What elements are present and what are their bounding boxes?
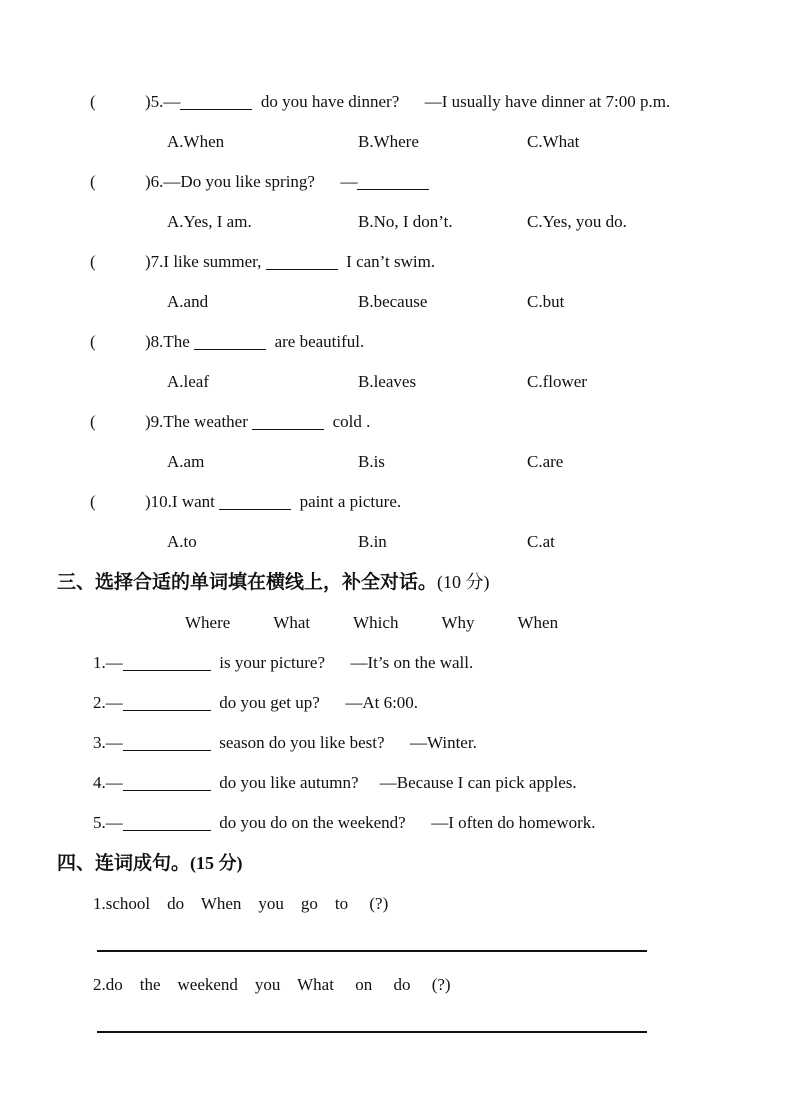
question-text-pre: )7.I like summer, xyxy=(145,252,266,271)
fill-blank-item-2 xyxy=(0,683,790,723)
question-text-pre: )10.I want xyxy=(145,492,220,511)
option-b: B.No, I don’t. xyxy=(358,212,453,231)
mcq-options-10 xyxy=(0,522,790,562)
mcq-options-6 xyxy=(0,202,790,242)
section4-title: 四、连词成句。 xyxy=(57,853,191,874)
fill-blank-item-4 xyxy=(0,763,790,803)
item-prefix: 4.— xyxy=(93,773,123,792)
sentence-item-1: 1.school do When you go to (?) xyxy=(93,894,389,913)
answer-blank xyxy=(266,256,338,270)
answer-paren: ( xyxy=(90,412,96,431)
option-c: C.at xyxy=(527,532,555,551)
word-bank-word: What xyxy=(273,613,311,632)
item-prefix: 2.— xyxy=(93,693,123,712)
item-prefix: 3.— xyxy=(93,733,123,752)
answer-blank xyxy=(123,777,211,791)
option-c: C.but xyxy=(527,292,565,311)
section4-heading xyxy=(0,843,790,884)
answer-blank xyxy=(252,416,324,430)
answer-paren: ( xyxy=(90,492,96,511)
mcq-question-7 xyxy=(0,242,790,282)
multiple-choice-section xyxy=(0,82,790,562)
answer-paren: ( xyxy=(90,172,96,191)
mcq-question-8 xyxy=(0,322,790,362)
answer-blank xyxy=(180,96,252,110)
option-c: C.are xyxy=(527,452,564,471)
answer-blank xyxy=(123,737,211,751)
item-text: do you do on the weekend? —I often do homework. xyxy=(210,813,596,832)
fill-blank-item-5 xyxy=(0,803,790,843)
answer-paren: ( xyxy=(90,332,96,351)
item-text: do you get up? —At 6:00. xyxy=(210,693,419,712)
mcq-options-7 xyxy=(0,282,790,322)
option-a: A.Yes, I am. xyxy=(167,212,252,231)
option-a: A.am xyxy=(167,452,205,471)
word-bank-word: When xyxy=(517,613,559,632)
option-b: B.is xyxy=(358,452,385,471)
word-bank xyxy=(0,603,790,643)
answer-blank xyxy=(357,176,429,190)
answer-blank xyxy=(194,336,266,350)
option-b: B.because xyxy=(358,292,428,311)
answer-blank xyxy=(123,657,211,671)
mcq-options-9 xyxy=(0,442,790,482)
section3-heading xyxy=(0,562,790,603)
word-bank-word: Which xyxy=(353,613,399,632)
fill-blank-item-3 xyxy=(0,723,790,763)
mcq-question-5 xyxy=(0,82,790,122)
item-prefix: 1.— xyxy=(93,653,123,672)
option-a: A.leaf xyxy=(167,372,210,391)
question-text-pre: )5.— xyxy=(145,92,181,111)
section3-title: 三、选择合适的单词填在横线上，补全对话。 xyxy=(57,572,438,593)
sentence-item-2: 2.do the weekend you What on do (?) xyxy=(93,975,451,994)
option-b: B.Where xyxy=(358,132,419,151)
option-b: B.in xyxy=(358,532,387,551)
option-b: B.leaves xyxy=(358,372,417,391)
item-text: do you like autumn? —Because I can pick apples. xyxy=(210,773,577,792)
answer-blank xyxy=(219,496,291,510)
answer-line xyxy=(97,950,647,952)
option-a: A.and xyxy=(167,292,209,311)
item-prefix: 5.— xyxy=(93,813,123,832)
option-a: A.to xyxy=(167,532,197,551)
question-text-post: I can’t swim. xyxy=(337,252,436,271)
word-bank-word: Why xyxy=(441,613,475,632)
answer-paren: ( xyxy=(90,252,96,271)
option-c: C.What xyxy=(527,132,580,151)
item-text: season do you like best? —Winter. xyxy=(210,733,477,752)
option-a: A.When xyxy=(167,132,225,151)
question-text-post: are beautiful. xyxy=(266,332,365,351)
mcq-options-8 xyxy=(0,362,790,402)
word-bank-word: Where xyxy=(185,613,231,632)
question-text-post: cold . xyxy=(324,412,371,431)
option-c: C.Yes, you do. xyxy=(527,212,627,231)
answer-blank xyxy=(123,817,211,831)
question-text-pre: )9.The weather xyxy=(145,412,253,431)
answer-blank xyxy=(123,697,211,711)
question-text-pre: )8.The xyxy=(145,332,195,351)
fill-blank-item-1 xyxy=(0,643,790,683)
section3-score: (10 分) xyxy=(437,572,490,592)
question-text-pre: )6.—Do you like spring? — xyxy=(145,172,358,191)
mcq-question-10 xyxy=(0,482,790,522)
answer-paren: ( xyxy=(90,92,96,111)
question-text-post: paint a picture. xyxy=(291,492,402,511)
mcq-options-5 xyxy=(0,122,790,162)
section4-score: (15 分) xyxy=(190,853,243,873)
mcq-question-6 xyxy=(0,162,790,202)
question-text-post: do you have dinner? —I usually have dinner at 7:00 p.m. xyxy=(252,92,671,111)
sentence-building-section xyxy=(0,843,790,1033)
item-text: is your picture? —It’s on the wall. xyxy=(210,653,474,672)
mcq-question-9 xyxy=(0,402,790,442)
fill-blank-section xyxy=(0,562,790,843)
option-c: C.flower xyxy=(527,372,587,391)
answer-line xyxy=(97,1031,647,1033)
